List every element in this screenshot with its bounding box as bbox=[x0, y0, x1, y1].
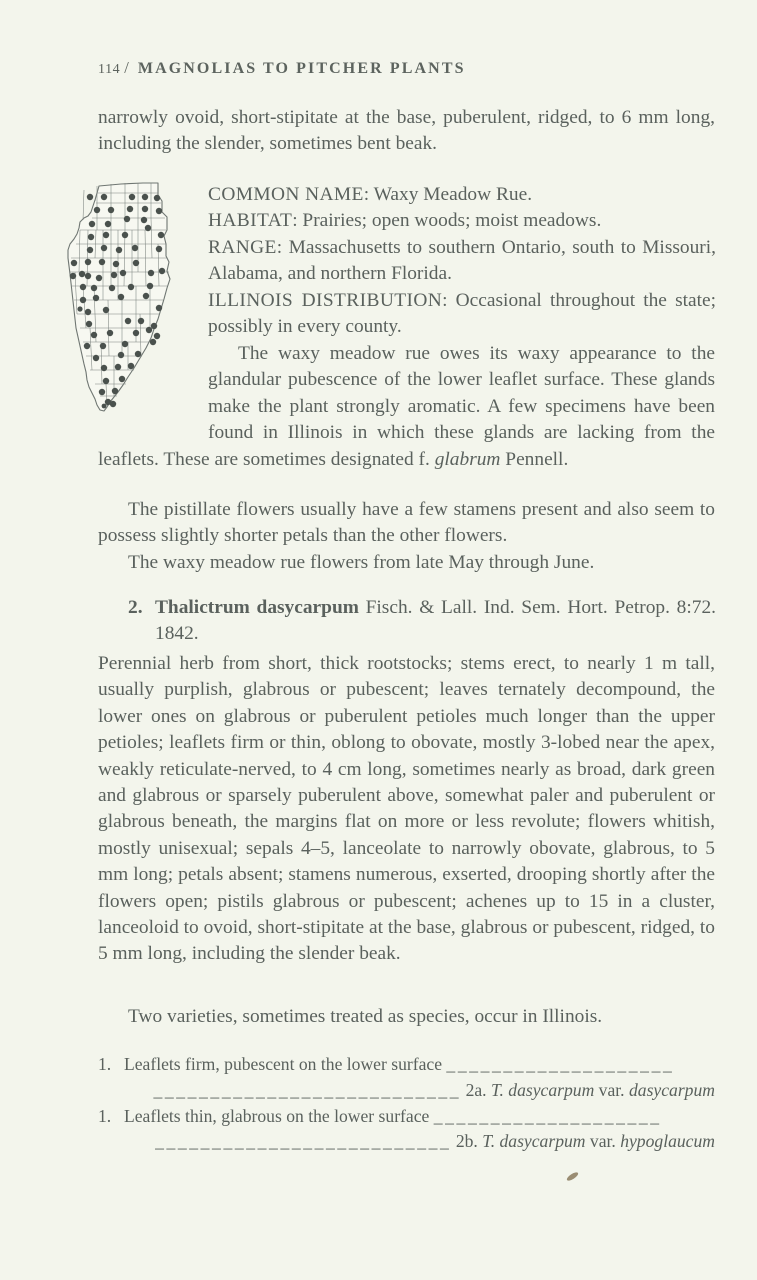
key-lead-text: Leaflets thin, glabrous on the lower surface bbox=[124, 1105, 434, 1126]
paragraph-text: The waxy meadow rue flowers from late May through June. bbox=[128, 552, 595, 573]
key-lead-number: 1. bbox=[98, 1105, 112, 1126]
paragraph-text: Perennial herb from short, thick rootstocks; stems erect, to nearly 1 m tall, usually purplish, glabrous or pubescent; leaves ternately decompound, the lower ones on glabrous or puberulent petioles much longer than the upper petioles; leaflets firm or thin, oblong to obovate, mostly 3-lobed near the apex, weakly reticulate-nerved, to 4 cm long, sometimes nearly as broad, dark green and glabrous or sparsely puberulent above, somewhat paler and puberulent or glabrous beneath, the margins flat on more or less revolute; flowers whitish, mostly unisexual; sepals 4–5, lanceolate to narrowly obovate, glabrous, to 5 mm long; petals absent; stamens numerous, exserted, drooping shortly after the flowers open; pistils glabrous or pubescent; achenes up to 15 in a cluster, lanceoloid to ovoid, short-stipitate at the base, glabrous or pubescent, ridged, to 5 mm long, including the slender beak. bbox=[98, 653, 715, 965]
key-target-number: 2b. bbox=[455, 1131, 478, 1152]
species-description bbox=[98, 651, 715, 968]
key-leader-dots: ___________________________ bbox=[153, 1079, 462, 1100]
key-leader-dots: __________________________ bbox=[155, 1131, 452, 1152]
key-target-variety: hypoglaucum bbox=[620, 1131, 715, 1152]
common-name-line bbox=[208, 182, 716, 208]
key-target-species: T. dasycarpum bbox=[482, 1131, 586, 1152]
habitat-value: : Prairies; open woods; moist meadows. bbox=[292, 210, 602, 232]
ink-smudge-artifact bbox=[566, 1171, 580, 1182]
key-target-name bbox=[456, 1131, 715, 1151]
species-heading bbox=[128, 595, 716, 648]
paragraph-continuation bbox=[98, 105, 715, 158]
range-line bbox=[208, 235, 716, 288]
key-target-number: 2a. bbox=[465, 1079, 487, 1100]
key-target-rank: var. bbox=[585, 1131, 621, 1152]
illinois-distribution-label: ILLINOIS DISTRIBUTION bbox=[208, 289, 443, 311]
key-leader-dots: ____________________ bbox=[446, 1054, 675, 1074]
paragraph-text-lead: The waxy meadow rue owes its waxy appearance to the glandular pubescence of the lower leaflet surface. These glands make the plant strongly aromatic. A few specimens have been found in Illinois in which these glands are lacking from the leaflets. These are sometimes designated f. bbox=[98, 343, 715, 470]
paragraph-waxy-appearance bbox=[98, 341, 715, 473]
species-authority: Fisch. & Lall. Ind. Sem. Hort. Petrop. 8:72. 1842. bbox=[155, 597, 716, 645]
running-head-separator: / bbox=[124, 58, 129, 77]
key-lead-number: 1. bbox=[98, 1054, 112, 1074]
species-info-block bbox=[208, 182, 716, 340]
species-number: 2. bbox=[128, 597, 143, 618]
scientific-name: Thalictrum dasycarpum bbox=[155, 597, 359, 618]
key-target-rank: var. bbox=[594, 1079, 629, 1100]
key-lead bbox=[98, 1104, 715, 1130]
habitat-line bbox=[208, 208, 716, 234]
range-label: RANGE bbox=[208, 236, 277, 258]
key-target-species: T. dasycarpum bbox=[491, 1079, 595, 1100]
running-head bbox=[98, 58, 718, 78]
page-number: 114 bbox=[98, 62, 121, 77]
illinois-distribution-line bbox=[208, 288, 716, 341]
paragraph-text: Two varieties, sometimes treated as species, occur in Illinois. bbox=[128, 1006, 603, 1027]
paragraph-two-varieties bbox=[98, 1004, 715, 1030]
running-head-title: MAGNOLIAS TO PITCHER PLANTS bbox=[137, 60, 466, 77]
key-lead-target bbox=[98, 1129, 715, 1155]
map-float-spacer bbox=[98, 341, 208, 446]
key-target-name bbox=[466, 1080, 715, 1100]
habitat-label: HABITAT bbox=[208, 210, 293, 232]
range-value: : Massachusetts to southern Ontario, south to Missouri, Alabama, and northern Florida. bbox=[208, 236, 716, 285]
paragraph-text: The pistillate flowers usually have a few stamens present and also seem to possess slightly shorter petals than the other flowers. bbox=[98, 499, 715, 547]
key-target-variety: dasycarpum bbox=[628, 1079, 715, 1100]
paragraph-flowering-time bbox=[98, 550, 715, 576]
species-heading-text bbox=[155, 595, 716, 648]
paragraph-text: narrowly ovoid, short-stipitate at the base, puberulent, ridged, to 6 mm long, including the slender, sometimes bent beak. bbox=[98, 107, 715, 155]
key-lead-target bbox=[98, 1078, 715, 1104]
paragraph-text-tail: Pennell. bbox=[500, 448, 569, 470]
illinois-distribution-value: : Occasional throughout the state; possibly in every county. bbox=[208, 289, 716, 338]
dichotomous-key bbox=[98, 1052, 715, 1155]
key-leader-dots: ____________________ bbox=[433, 1105, 662, 1126]
form-epithet: glabrum bbox=[434, 448, 501, 470]
paragraph-pistillate-flowers bbox=[98, 497, 715, 550]
key-lead bbox=[98, 1052, 715, 1078]
common-name-value: : Waxy Meadow Rue. bbox=[363, 184, 533, 205]
common-name-label: COMMON NAME bbox=[208, 184, 364, 205]
key-lead-text: Leaflets firm, pubescent on the lower surface bbox=[124, 1054, 447, 1074]
